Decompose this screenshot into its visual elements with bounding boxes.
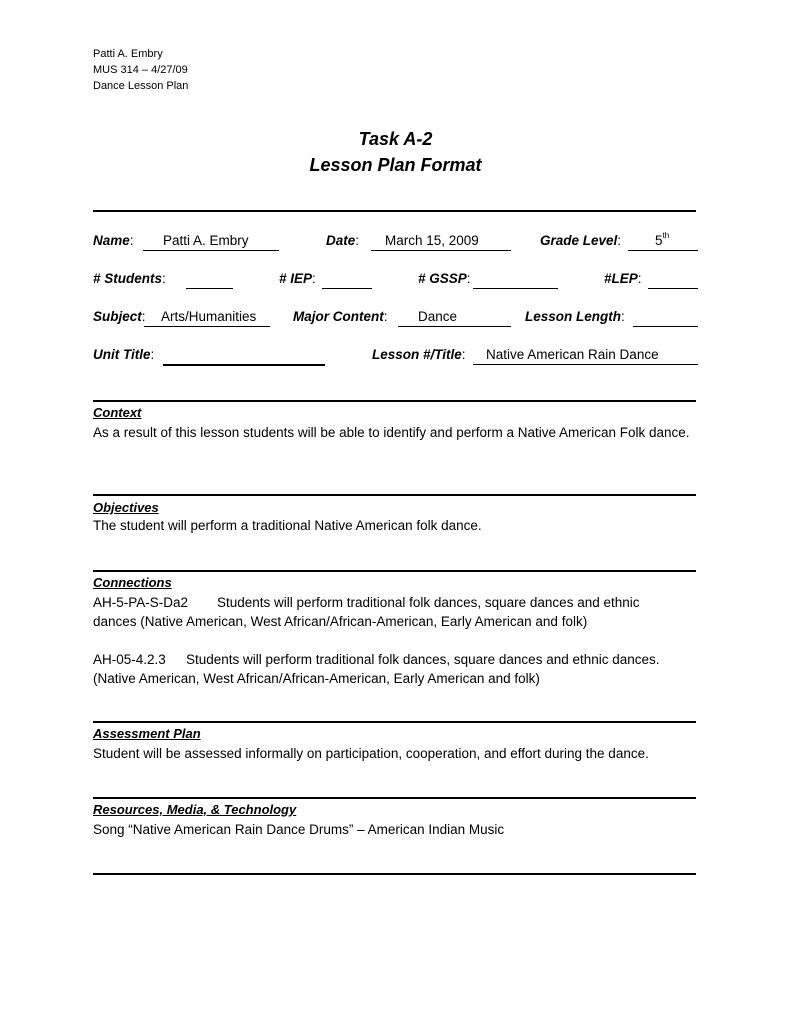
- connection-1-text: Students will perform traditional folk dances, square dances and ethnic: [217, 595, 640, 610]
- assessment-heading: Assessment Plan: [93, 726, 201, 741]
- gssp-label: # GSSP:: [418, 271, 471, 286]
- context-body: As a result of this lesson students will be able to identify and perform a Native American Folk dance.: [93, 425, 690, 440]
- field-row-name: [93, 233, 703, 253]
- field-row-unit: [93, 347, 703, 367]
- connection-2-text: Students will perform traditional folk dances, square dances and ethnic dances.: [186, 652, 660, 667]
- connection-2-text-cont: (Native American, West African/African-American, Early American and folk): [93, 671, 540, 686]
- document-header: [93, 46, 188, 94]
- divider-resources: [93, 797, 696, 799]
- field-row-counts: [93, 271, 703, 291]
- document-title: [0, 126, 791, 178]
- connection-2-code: AH-05-4.2.3: [93, 652, 166, 667]
- divider-context: [93, 400, 696, 402]
- name-value: Patti A. Embry: [143, 233, 279, 251]
- connection-item-1: [93, 593, 703, 631]
- students-label: # Students:: [93, 271, 166, 286]
- header-course: MUS 314 – 4/27/09: [93, 64, 188, 76]
- connection-1-code: AH-5-PA-S-Da2: [93, 595, 189, 610]
- resources-heading: Resources, Media, & Technology: [93, 802, 297, 817]
- divider-assessment: [93, 721, 696, 723]
- lesson-title-label: Lesson #/Title:: [372, 347, 466, 362]
- lesson-length-value[interactable]: [633, 309, 698, 327]
- gssp-value[interactable]: [473, 271, 558, 289]
- divider-top: [93, 210, 696, 212]
- lesson-title-value: Native American Rain Dance: [473, 347, 698, 365]
- iep-label: # IEP:: [279, 271, 316, 286]
- lep-value[interactable]: [648, 271, 698, 289]
- subject-value: Arts/Humanities: [144, 309, 270, 327]
- divider-bottom: [93, 873, 696, 875]
- title-line-2: Lesson Plan Format: [309, 155, 482, 175]
- grade-level-value: 5th: [628, 233, 698, 251]
- unit-title-value[interactable]: [163, 347, 325, 366]
- lep-label: #LEP:: [604, 271, 642, 286]
- resources-body: Song “Native American Rain Dance Drums” – American Indian Music: [93, 822, 505, 837]
- title-line-1: Task A-2: [358, 129, 433, 149]
- students-value[interactable]: [186, 271, 233, 289]
- field-row-subject: [93, 309, 703, 329]
- major-content-value: Dance: [398, 309, 511, 327]
- subject-label: Subject:: [93, 309, 146, 324]
- header-author: Patti A. Embry: [93, 48, 163, 60]
- assessment-body: Student will be assessed informally on participation, cooperation, and effort during the dance.: [93, 746, 649, 761]
- context-heading: Context: [93, 405, 142, 420]
- grade-level-label: Grade Level:: [540, 233, 622, 248]
- header-doc-type: Dance Lesson Plan: [93, 80, 189, 92]
- lesson-length-label: Lesson Length:: [525, 309, 625, 324]
- date-label: Date:: [326, 233, 360, 248]
- divider-objectives: [93, 494, 696, 496]
- connection-1-text-cont: dances (Native American, West African/African-American, Early American and folk): [93, 614, 588, 629]
- date-value: March 15, 2009: [371, 233, 511, 251]
- unit-title-label: Unit Title:: [93, 347, 155, 362]
- iep-value[interactable]: [322, 271, 372, 289]
- divider-connections: [93, 570, 696, 572]
- objectives-heading: Objectives: [93, 500, 159, 515]
- major-content-label: Major Content:: [293, 309, 388, 324]
- objectives-body: The student will perform a traditional Native American folk dance.: [93, 518, 482, 533]
- connections-heading: Connections: [93, 575, 172, 590]
- name-label: Name:: [93, 233, 134, 248]
- connection-item-2: [93, 650, 703, 688]
